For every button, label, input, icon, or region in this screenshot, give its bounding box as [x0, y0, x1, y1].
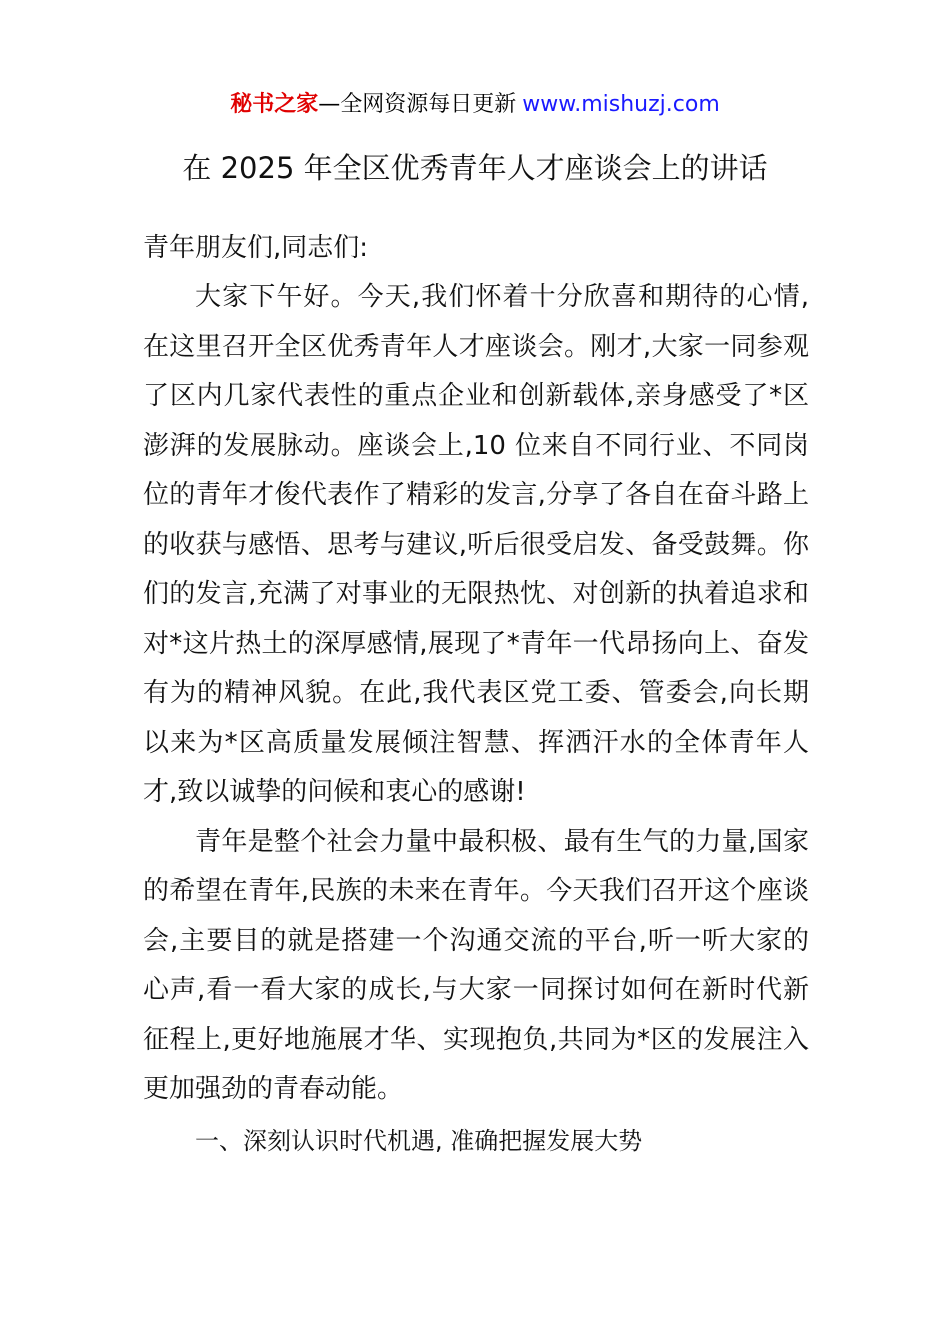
greeting: 青年朋友们,同志们:	[143, 233, 369, 263]
paragraph-2: 青年是整个社会力量中最积极、最有生气的力量,国家的希望在青年,民族的未来在青年。今天我们召开这个座谈会,主要目的就是搭建一个沟通交流的平台,听一听大家的心声,看一看大家的成长,与大家一同探讨如何在新时代新征程上,更好地施展才华、实现抱负,共同为*区的发展注入更加强劲的青春动能。	[143, 826, 809, 1104]
document-body	[143, 224, 809, 1166]
document-title: 在 2025 年全区优秀青年人才座谈会上的讲话	[182, 151, 768, 185]
site-slogan: —全网资源每日更新	[318, 92, 517, 117]
section-heading-1: 一、深刻认识时代机遇, 准确把握发展大势	[195, 1126, 643, 1155]
paragraph-1: 大家下午好。今天,我们怀着十分欣喜和期待的心情,在这里召开全区优秀青年人才座谈会。刚才,大家一同参观了区内几家代表性的重点企业和创新载体,亲身感受了*区澎湃的发展脉动。座谈会上,10 位来自不同行业、不同岗位的青年才俊代表作了精彩的发言,分享了各自在奋斗路上的收获与感悟、思考与建议,听后很受启发、备受鼓舞。你们的发言,充满了对事业的无限热忱、对创新的执着追求和对*这片热土的深厚感情,展现了*青年一代昂扬向上、奋发有为的精神风貌。在此,我代表区党工委、管委会,向长期以来为*区高质量发展倾注智慧、挥洒汗水的全体青年人才,致以诚挚的问候和衷心的感谢!	[143, 282, 809, 807]
site-header	[0, 88, 950, 122]
brand-name: 秘书之家	[230, 92, 319, 117]
site-url-link[interactable]: www.mishuzj.com	[522, 92, 720, 117]
